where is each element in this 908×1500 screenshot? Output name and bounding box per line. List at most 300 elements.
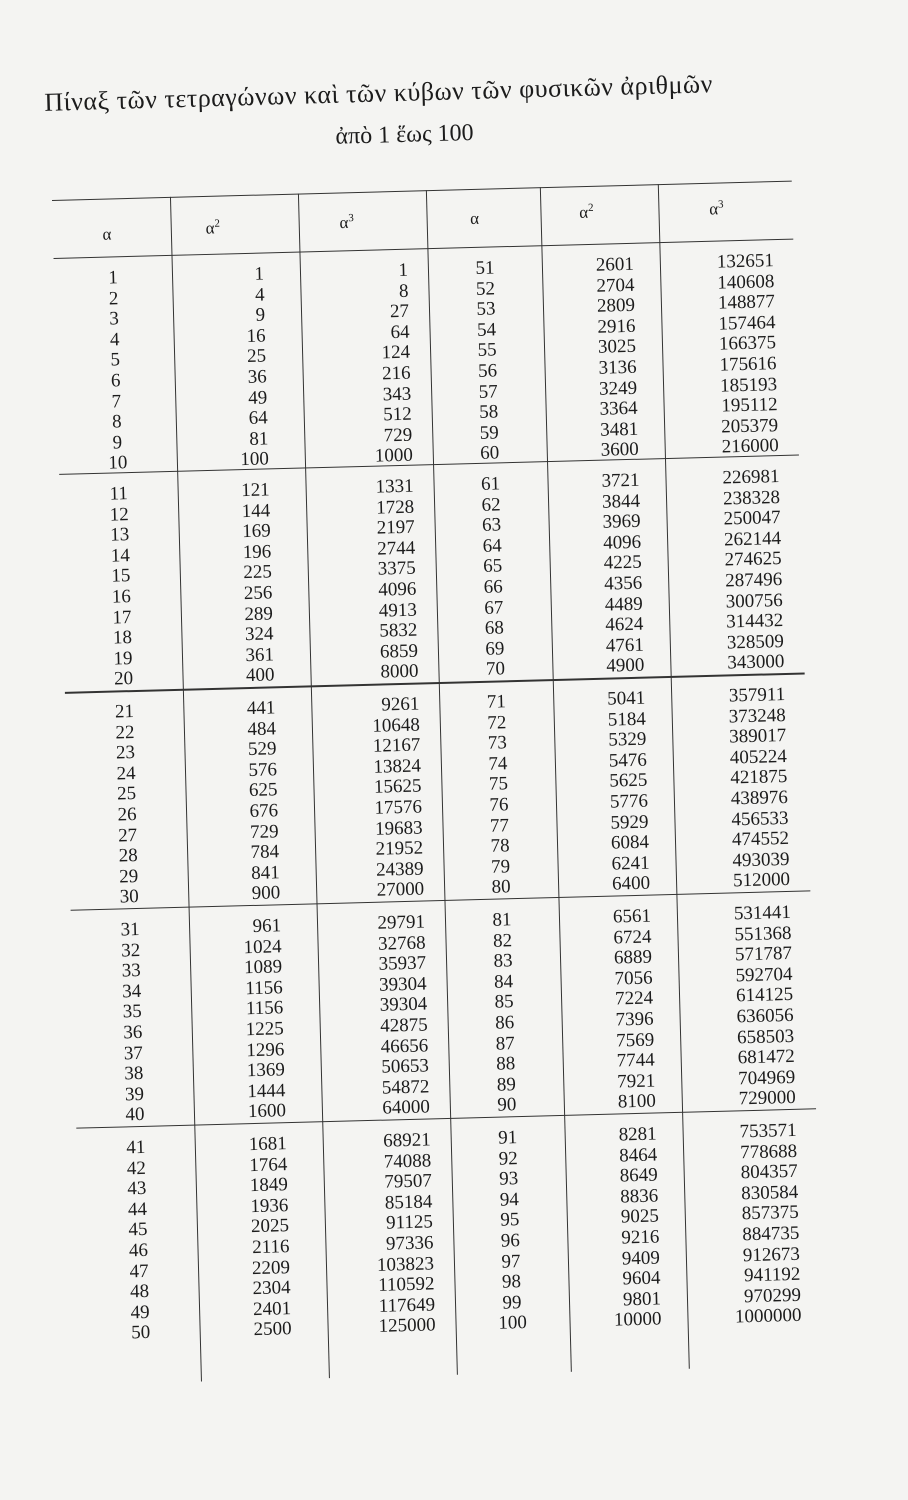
cell-b2: 4225 [603, 552, 642, 575]
header-a-cubed: $\alpha^3$ [339, 212, 354, 233]
cell-a2: 2401 [252, 1297, 292, 1320]
column-a [54, 267, 177, 476]
cell-a2: 441 [246, 697, 276, 720]
cell-b: 86 [494, 1012, 515, 1034]
cell-a: 33 [121, 960, 141, 982]
cell-b3: 132651 [716, 250, 775, 273]
cell-a: 42 [126, 1157, 147, 1179]
cell-b: 73 [487, 732, 508, 754]
cell-b2: 10000 [613, 1308, 662, 1332]
cell-a3: 97336 [385, 1232, 434, 1255]
column-a2 [174, 264, 269, 472]
cell-b3: 314432 [726, 610, 784, 633]
cell-b3: 328509 [726, 630, 785, 654]
cell-a3: 216 [381, 362, 411, 385]
cell-a2: 841 [250, 862, 280, 884]
column-a3 [309, 477, 418, 686]
cell-b2: 7569 [615, 1029, 655, 1052]
cell-a: 41 [126, 1136, 146, 1159]
cell-a: 49 [130, 1301, 150, 1324]
cell-b3: 571787 [734, 943, 793, 966]
cell-a2: 961 [252, 915, 282, 937]
cell-b3: 287496 [724, 568, 783, 592]
cell-b2: 8464 [618, 1144, 658, 1167]
cell-a3: 91125 [385, 1211, 434, 1234]
cell-b3: 551368 [734, 922, 792, 945]
header-b-cubed: $\alpha^3$ [708, 198, 724, 219]
cell-a2: 49 [247, 386, 268, 409]
column-a3 [315, 695, 424, 904]
cell-b3: 941192 [743, 1263, 801, 1287]
cell-b2: 3249 [598, 377, 638, 400]
cell-b3: 373248 [728, 704, 787, 728]
cell-b3: 226981 [722, 466, 780, 489]
cell-a: 18 [112, 627, 133, 649]
cell-b3: 804357 [740, 1161, 798, 1184]
cell-a: 7 [111, 390, 122, 413]
cell-a2: 1369 [246, 1059, 286, 1082]
cell-b2: 6889 [613, 946, 653, 969]
cell-b3: 531441 [733, 901, 792, 925]
cell-b: 60 [480, 442, 500, 465]
cell-a2: 1225 [245, 1018, 285, 1041]
cell-b3: 493039 [732, 848, 790, 872]
cell-b3: 681472 [737, 1046, 795, 1069]
cell-a: 3 [109, 308, 120, 330]
cell-b2: 3844 [601, 490, 641, 513]
cell-a2: 484 [247, 717, 277, 740]
cell-b2: 3481 [599, 418, 639, 441]
cell-a2: 121 [240, 479, 270, 502]
cell-a3: 21952 [375, 837, 424, 860]
cell-a2: 361 [245, 644, 275, 666]
cell-b: 77 [489, 814, 510, 837]
column-a [65, 701, 188, 910]
cell-a: 48 [129, 1280, 150, 1303]
cell-a2: 256 [243, 582, 273, 605]
cell-b: 89 [496, 1073, 517, 1096]
cell-a2: 900 [251, 882, 281, 905]
cell-a: 11 [109, 483, 129, 505]
cell-b2: 2601 [595, 253, 635, 276]
cell-b2: 4761 [605, 634, 645, 657]
cell-a2: 729 [249, 820, 279, 843]
cell-a3: 46656 [380, 1035, 429, 1058]
cell-a3: 79507 [384, 1170, 433, 1193]
cell-b: 84 [493, 970, 514, 993]
cell-a: 32 [120, 939, 141, 962]
cell-b: 94 [499, 1188, 520, 1211]
cell-b3: 140608 [717, 270, 775, 294]
cell-b: 59 [479, 422, 500, 444]
cell-b2: 9216 [621, 1226, 660, 1249]
cell-a2: 144 [241, 499, 271, 522]
cell-b3: 185193 [719, 373, 778, 397]
cell-a: 39 [124, 1083, 145, 1106]
column-b2 [555, 689, 650, 897]
column-b [430, 257, 545, 466]
cell-b: 53 [476, 298, 496, 321]
cell-a: 4 [109, 329, 120, 351]
cell-b2: 2809 [596, 294, 636, 317]
cell-a2: 100 [240, 448, 270, 471]
cell-b3: 884735 [742, 1222, 800, 1246]
squares-cubes-table [52, 181, 823, 1400]
cell-b2: 6561 [612, 905, 652, 928]
cell-b3: 175616 [719, 353, 777, 376]
cell-b: 97 [501, 1250, 521, 1273]
cell-a3: 19683 [374, 817, 423, 840]
cell-a2: 2116 [251, 1236, 290, 1259]
cell-b: 64 [482, 535, 502, 557]
cell-a3: 68921 [382, 1129, 432, 1152]
cell-b2: 7396 [615, 1008, 654, 1031]
cell-a2: 1 [254, 263, 265, 285]
cell-b2: 2916 [597, 315, 636, 338]
cell-b3: 421875 [730, 766, 788, 789]
cell-b: 99 [502, 1291, 522, 1314]
cell-a2: 16 [246, 325, 266, 347]
cell-b: 70 [485, 658, 506, 681]
cell-a3: 10648 [372, 714, 421, 737]
column-a [59, 483, 182, 692]
cell-a3: 32768 [377, 932, 426, 955]
cell-a3: 1331 [375, 475, 414, 498]
cell-a2: 1681 [248, 1133, 288, 1156]
cell-b: 76 [489, 794, 509, 816]
cell-b2: 2704 [596, 274, 635, 297]
cell-a2: 784 [250, 841, 280, 864]
cell-a2: 400 [245, 664, 275, 687]
header-b-squared: $\alpha^2$ [579, 201, 594, 222]
cell-b: 71 [486, 691, 507, 713]
cell-a2: 289 [244, 602, 274, 625]
cell-b2: 6400 [611, 872, 651, 895]
cell-b: 96 [500, 1230, 521, 1252]
cell-a3: 27 [389, 300, 410, 323]
cell-b: 61 [480, 473, 501, 495]
cell-a: 25 [116, 783, 137, 805]
cell-a3: 110592 [377, 1273, 435, 1296]
cell-a2: 576 [248, 759, 278, 781]
cell-b3: 262144 [723, 527, 782, 551]
header-a-squared: $\alpha^2$ [205, 217, 221, 238]
cell-a3: 64000 [382, 1096, 431, 1120]
cell-a2: 1024 [243, 935, 282, 958]
cell-b: 87 [495, 1032, 516, 1055]
cell-a: 5 [110, 349, 121, 371]
cell-b: 88 [496, 1053, 516, 1075]
cell-b: 55 [477, 339, 497, 362]
column-b [441, 691, 556, 900]
cell-a3: 13824 [373, 755, 422, 778]
cell-b3: 238328 [722, 486, 781, 510]
cell-a: 9 [112, 432, 123, 454]
cell-a2: 1936 [250, 1194, 289, 1217]
cell-b: 67 [484, 596, 504, 619]
cell-b3: 216000 [721, 435, 779, 458]
cell-a3: 39304 [379, 993, 428, 1017]
cell-b2: 5929 [610, 811, 649, 834]
cell-a: 17 [112, 606, 132, 629]
cell-b2: 6241 [611, 852, 650, 875]
cell-a2: 1849 [249, 1174, 289, 1197]
column-b [435, 473, 550, 682]
cell-b3: 857375 [741, 1202, 800, 1225]
cell-a: 8 [111, 411, 122, 433]
cell-b3: 778688 [739, 1140, 798, 1163]
cell-b: 90 [497, 1094, 517, 1116]
cell-b2: 6724 [613, 926, 652, 949]
column-b3 [673, 685, 790, 894]
column-b3 [679, 903, 796, 1112]
cell-a2: 1764 [249, 1153, 288, 1176]
cell-b2: 3136 [598, 356, 637, 379]
cell-b2: 7921 [617, 1070, 656, 1093]
cell-b: 68 [484, 617, 505, 639]
cell-a: 15 [111, 565, 131, 587]
cell-a3: 2197 [376, 516, 415, 539]
cell-a3: 343 [382, 383, 412, 405]
cell-a: 21 [114, 701, 135, 723]
cell-b3: 357911 [728, 683, 786, 707]
cell-b: 72 [487, 711, 507, 734]
cell-a2: 2500 [253, 1318, 292, 1341]
cell-b2: 8649 [619, 1164, 659, 1187]
cell-a: 20 [113, 668, 134, 690]
cell-b3: 166375 [718, 332, 777, 355]
cell-b2: 5776 [609, 790, 649, 813]
cell-a2: 9 [255, 304, 266, 326]
cell-a3: 729 [383, 424, 413, 447]
cell-a3: 8 [398, 280, 409, 302]
column-a2 [191, 916, 286, 1124]
cell-b2: 3969 [602, 510, 641, 533]
cell-b3: 704969 [737, 1066, 796, 1090]
cell-a: 46 [128, 1239, 149, 1262]
cell-a: 30 [119, 886, 140, 908]
cell-b3: 912673 [742, 1243, 801, 1266]
column-b2 [566, 1124, 661, 1332]
cell-a3: 54872 [381, 1076, 430, 1099]
cell-b: 63 [481, 514, 502, 537]
column-a [77, 1137, 200, 1346]
cell-b2: 7056 [614, 967, 653, 990]
cell-a2: 324 [244, 623, 274, 646]
cell-a3: 103823 [376, 1252, 435, 1276]
cell-a3: 117649 [378, 1294, 436, 1317]
cell-b2: 4489 [604, 593, 644, 616]
cell-a: 13 [110, 524, 130, 546]
cell-b: 57 [478, 380, 498, 403]
cell-b: 66 [483, 576, 504, 598]
cell-b3: 148877 [717, 291, 776, 314]
cell-a: 37 [123, 1042, 144, 1064]
cell-a3: 124 [381, 342, 411, 364]
cell-a: 24 [116, 762, 136, 785]
cell-b: 56 [477, 360, 498, 382]
cell-a3: 2744 [376, 537, 416, 560]
cell-b: 75 [488, 773, 509, 796]
cell-b: 81 [492, 909, 512, 931]
cell-b3: 250047 [723, 507, 781, 530]
cell-a: 34 [121, 980, 142, 1003]
cell-a2: 1156 [245, 997, 284, 1020]
cell-a: 31 [120, 918, 140, 941]
cell-a2: 1089 [243, 956, 283, 979]
cell-b2: 4624 [605, 613, 644, 636]
cell-b3: 157464 [718, 311, 776, 335]
cell-b: 62 [481, 493, 501, 516]
column-b [447, 909, 562, 1118]
cell-a: 22 [115, 721, 135, 744]
cell-b2: 5625 [609, 769, 648, 792]
cell-a2: 676 [249, 800, 279, 823]
cell-a2: 1444 [247, 1079, 286, 1102]
cell-a: 40 [125, 1104, 145, 1126]
cell-a2: 169 [241, 520, 272, 543]
column-a3 [304, 261, 413, 470]
cell-b3: 512000 [732, 869, 791, 892]
cell-b3: 753571 [739, 1119, 797, 1143]
cell-a3: 5832 [379, 619, 418, 642]
cell-b2: 9025 [620, 1205, 660, 1228]
cell-b2: 9604 [622, 1267, 661, 1290]
cell-b2: 8281 [618, 1123, 657, 1146]
cell-a: 16 [111, 586, 132, 608]
cell-b3: 614125 [735, 984, 794, 1007]
cell-a2: 36 [247, 366, 267, 388]
cell-a: 12 [109, 503, 130, 526]
cell-b3: 1000000 [734, 1305, 802, 1328]
cell-a: 26 [117, 803, 137, 826]
cell-a3: 12167 [372, 734, 421, 757]
cell-a: 36 [123, 1021, 143, 1044]
cell-b3: 592704 [735, 963, 793, 987]
cell-b: 58 [478, 401, 499, 424]
cell-b2: 7224 [614, 987, 654, 1010]
cell-b: 54 [476, 319, 497, 341]
cell-a3: 6859 [379, 640, 419, 663]
cell-a: 44 [127, 1198, 148, 1221]
cell-b: 52 [475, 278, 496, 300]
cell-b2: 3600 [600, 439, 640, 462]
cell-b2: 9409 [621, 1247, 661, 1270]
cell-b3: 274625 [724, 548, 782, 571]
cell-a3: 512 [382, 403, 413, 426]
cell-b3: 456533 [731, 807, 789, 830]
cell-a2: 2209 [251, 1256, 291, 1279]
cell-a: 23 [115, 742, 136, 764]
column-b3 [662, 251, 779, 460]
column-a2 [197, 1134, 292, 1342]
column-b2 [561, 907, 656, 1115]
table-block [54, 250, 794, 474]
cell-b3: 300756 [725, 589, 783, 613]
cell-b: 79 [490, 855, 511, 878]
cell-b: 51 [475, 257, 495, 279]
cell-b: 83 [493, 950, 513, 972]
cell-a2: 1600 [247, 1100, 287, 1123]
cell-a2: 1296 [246, 1038, 285, 1061]
cell-b2: 7744 [616, 1049, 655, 1072]
cell-a: 6 [110, 370, 121, 392]
cell-b: 74 [488, 753, 508, 775]
cell-a3: 8000 [380, 660, 419, 683]
cell-a3: 39304 [378, 973, 427, 996]
cell-b2: 4900 [606, 654, 645, 677]
cell-a2: 1156 [245, 977, 283, 999]
cell-b3: 474552 [731, 828, 790, 851]
header-b: α [469, 208, 480, 229]
cell-a2: 196 [242, 541, 272, 563]
cell-b2: 3721 [601, 469, 640, 492]
cell-b2: 4096 [602, 531, 642, 554]
cell-a2: 81 [249, 428, 269, 450]
cell-b3: 438976 [730, 786, 789, 810]
cell-a3: 27000 [376, 878, 425, 902]
cell-a3: 29791 [377, 911, 426, 934]
cell-b: 69 [485, 638, 505, 660]
column-b2 [544, 255, 639, 463]
cell-b3: 658503 [736, 1025, 795, 1048]
cell-b2: 5184 [607, 708, 647, 731]
column-a3 [321, 912, 430, 1121]
cell-b2: 4356 [603, 572, 643, 595]
cell-a2: 2304 [252, 1277, 291, 1300]
cell-a: 50 [130, 1322, 151, 1344]
cell-b2: 9801 [622, 1288, 662, 1311]
cell-b2: 5041 [606, 687, 646, 710]
cell-a2: 64 [248, 407, 269, 430]
cell-b: 91 [497, 1127, 518, 1149]
cell-a3: 35937 [378, 952, 427, 975]
cell-a2: 4 [254, 284, 265, 306]
cell-b: 85 [494, 991, 514, 1014]
column-b2 [549, 471, 644, 679]
cell-a2: 625 [248, 779, 278, 802]
cell-b: 78 [490, 835, 510, 857]
cell-b: 98 [501, 1271, 522, 1293]
column-b3 [667, 467, 784, 676]
cell-a3: 15625 [373, 775, 422, 799]
cell-b: 92 [498, 1147, 519, 1170]
cell-b: 82 [492, 929, 513, 952]
cell-a: 19 [113, 647, 133, 670]
header-a: α [102, 224, 112, 244]
cell-b: 100 [498, 1312, 528, 1335]
cell-a3: 1000 [374, 444, 414, 467]
column-a [71, 919, 194, 1128]
header-top-rule [52, 181, 792, 201]
cell-b3: 343000 [727, 651, 785, 674]
column-a3 [327, 1130, 436, 1339]
cell-b2: 3025 [597, 336, 637, 359]
cell-b3: 205379 [720, 414, 779, 438]
cell-a3: 1 [398, 259, 409, 281]
cell-a: 29 [118, 865, 139, 888]
column-a2 [179, 480, 274, 688]
cell-a: 27 [117, 824, 138, 847]
title-line-1: Πίναξ τῶν τετραγώνων καὶ τῶν κύβων τῶν φυσικῶν ἀριθμῶν [43, 69, 714, 117]
cell-a: 35 [122, 1001, 143, 1023]
cell-a: 2 [108, 287, 119, 310]
cell-b: 95 [500, 1209, 520, 1231]
cell-a3: 24389 [375, 858, 424, 881]
cell-a: 45 [128, 1219, 148, 1241]
cell-a: 47 [129, 1260, 149, 1282]
cell-b3: 405224 [729, 745, 788, 769]
